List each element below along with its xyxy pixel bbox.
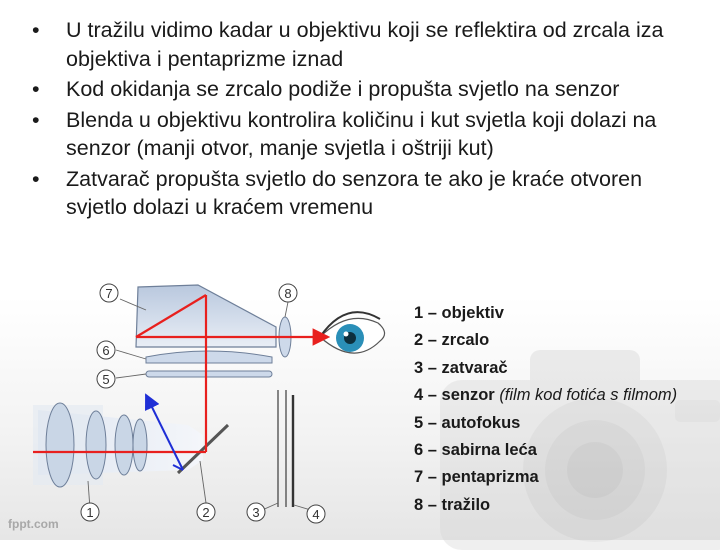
callout-4: 4: [312, 507, 320, 522]
eye-icon: [320, 312, 385, 353]
callout-1: 1: [86, 505, 94, 520]
callout-6: 6: [102, 343, 110, 358]
autofocus-plate: [146, 371, 272, 377]
bullet-text: Kod okidanja se zrcalo podiže i propušta svjetlo na senzor: [66, 77, 620, 101]
callout-2: 2: [202, 505, 210, 520]
legend-list: [414, 300, 714, 519]
legend-item: 1 – objektiv: [414, 304, 504, 322]
bullet-dot-icon: •: [32, 77, 40, 101]
legend-item: 6 – sabirna leća: [414, 441, 537, 460]
legend-item: 5 – autofokus: [414, 413, 521, 432]
callout-3: 3: [252, 505, 260, 520]
callout-7: 7: [105, 286, 113, 301]
legend-item: 2 – zrcalo: [414, 331, 490, 350]
bullet-text: Blenda u objektivu kontrolira količinu i kut svjetla koji dolazi na senzor (manji otvor, manje svjetla i oštriji kut): [66, 107, 657, 160]
bullet-list: [32, 16, 702, 224]
bullet-dot-icon: •: [32, 107, 40, 132]
bullet-dot-icon: •: [32, 18, 40, 42]
legend-item: 7 – pentaprizma: [414, 468, 539, 487]
objective-lens: [33, 403, 147, 487]
bullet-item: [32, 165, 702, 222]
legend-note: (film kod fotića s filmom): [499, 386, 678, 405]
callout-8: 8: [284, 286, 292, 301]
condenser-lens: [146, 351, 272, 363]
legend-item: 3 – zatvarač: [414, 358, 508, 377]
legend-item: 8 – tražilo: [414, 495, 491, 514]
callout-5: 5: [102, 372, 110, 387]
bullet-dot-icon: •: [32, 166, 40, 191]
watermark: fppt.com: [8, 517, 59, 531]
bullet-item: [32, 106, 702, 163]
bullet-item: [32, 16, 702, 73]
bullet-text: U tražilu vidimo kadar u objektivu koji se reflektira od zrcala iza objektiva i pentaprizme iznad: [66, 18, 664, 71]
bullet-text: Zatvarač propušta svjetlo do senzora te ako je kraće otvoren svjetlo dolazi u kraćem vremenu: [66, 166, 643, 219]
legend-item: 4 – senzor (film kod fotića s filmom): [414, 386, 678, 405]
bullet-item: [32, 75, 702, 104]
slr-camera-diagram: [28, 275, 418, 530]
